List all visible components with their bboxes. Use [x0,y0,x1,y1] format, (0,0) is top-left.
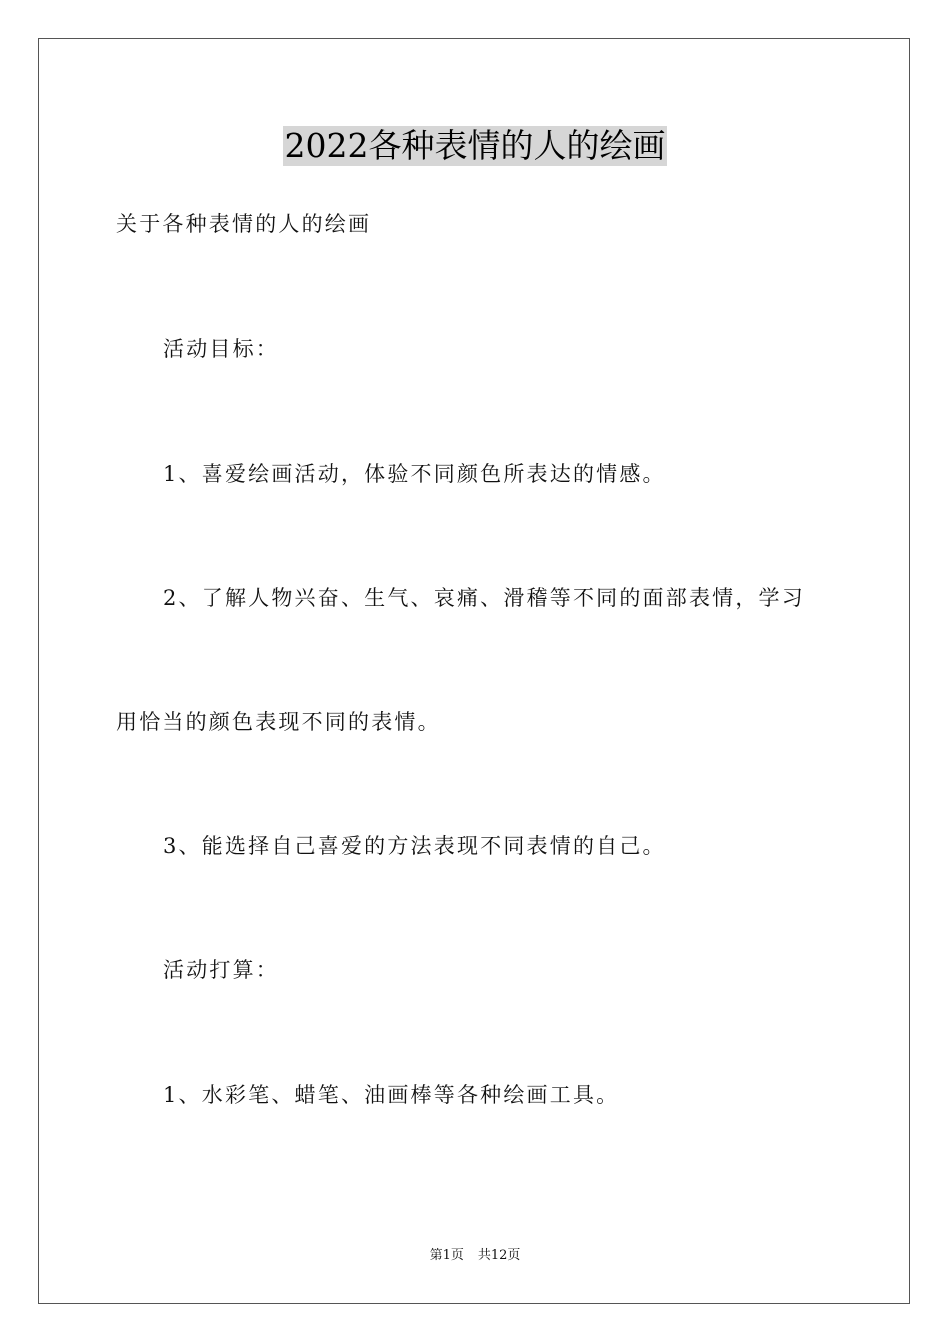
paragraph-line: 用恰当的颜色表现不同的表情。 [116,710,441,734]
page-number: 第1页 [429,1248,464,1263]
subtitle-line: 关于各种表情的人的绘画 [116,212,372,236]
section-heading-preparation: 活动打算： [163,958,279,982]
document-title: 2022各种表情的人的绘画 [284,126,666,165]
title-container [0,126,950,166]
paragraph-line: 1、喜爱绘画活动，体验不同颜色所表达的情感。 [163,462,666,486]
paragraph-line: 2、了解人物兴奋、生气、哀痛、滑稽等不同的面部表情，学习 [163,586,805,610]
paragraph-line: 3、能选择自己喜爱的方法表现不同表情的自己。 [163,834,666,858]
section-heading-goals: 活动目标： [163,337,279,361]
paragraph-line: 1、水彩笔、蜡笔、油画棒等各种绘画工具。 [163,1083,620,1107]
page-total: 共12页 [477,1248,521,1263]
page-footer [0,1247,950,1265]
